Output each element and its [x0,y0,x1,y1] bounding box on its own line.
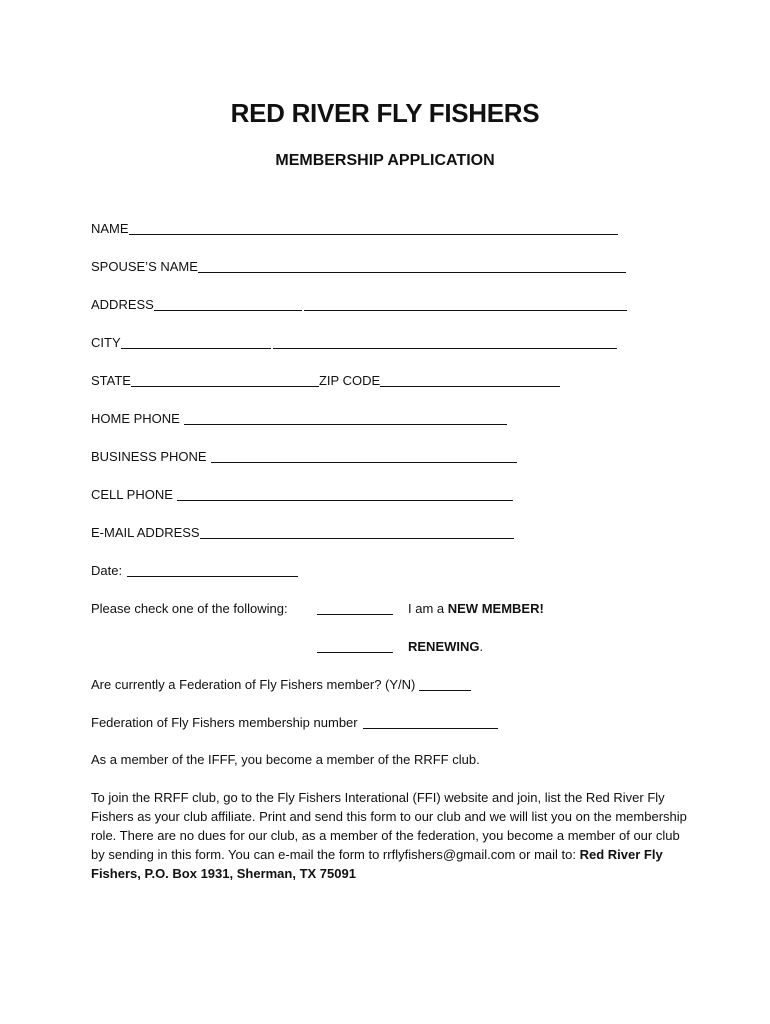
renewing-check-line[interactable] [317,638,393,653]
new-member-option [408,600,544,618]
renewing-check-row [317,638,393,656]
date-label: Date: [91,563,123,578]
state-line[interactable] [131,372,319,387]
email-line[interactable] [200,524,514,539]
state-label: STATE [91,373,131,388]
business-phone-line[interactable] [211,448,517,463]
name-label: NAME [91,221,129,236]
address-label: ADDRESS [91,297,154,312]
spouse-name-line[interactable] [198,258,626,273]
city-line-1[interactable] [121,334,271,349]
home-phone-label: HOME PHONE [91,411,180,426]
federation-member-row [91,676,471,694]
mail-address: Red River Fly Fishers, P.O. Box 1931, Sherman, TX 75091 [91,847,663,881]
zip-line[interactable] [380,372,560,387]
renewing-suffix: . [479,639,484,654]
new-member-check-line[interactable] [317,600,393,615]
name-line[interactable] [129,220,618,235]
renewing-label: RENEWING [408,639,480,654]
federation-member-question: Are currently a Federation of Fly Fishers member? (Y/N) [91,677,416,692]
new-member-check-row [317,600,393,618]
instructions-text: To join the RRFF club, go to the Fly Fishers Interational (FFI) website and join, list the Red River Fly Fishers as your club affiliate. Print and send this form to our club and we will list you on the membership role. There are no dues for our club, as a member of the federation, you become a member of our club by sending in this form. You can e-mail the form to rrflyfishers@gmail.com or mail to: [91,790,687,862]
check-prompt: Please check one of the following: [91,601,288,616]
name-row [91,220,618,238]
federation-number-row [91,714,498,732]
federation-member-answer-line[interactable] [419,676,471,691]
address-row [91,296,627,314]
email-row [91,524,514,542]
address-line-2[interactable] [304,296,627,311]
page-subtitle: MEMBERSHIP APPLICATION [275,152,495,169]
new-member-label: NEW MEMBER! [447,601,544,616]
federation-number-line[interactable] [363,714,498,729]
date-row [91,562,298,580]
address-line-1[interactable] [154,296,302,311]
cell-phone-line[interactable] [177,486,513,501]
spouse-name-row [91,258,626,276]
renewing-option [408,638,483,656]
business-phone-row [91,448,517,466]
ifff-note: As a member of the IFFF, you become a member of the RRFF club. [91,752,480,767]
spouse-name-label: SPOUSE’S NAME [91,259,198,274]
instructions-paragraph [91,788,691,883]
city-row [91,334,617,352]
email-label: E-MAIL ADDRESS [91,525,200,540]
state-zip-row [91,372,560,390]
business-phone-label: BUSINESS PHONE [91,449,207,464]
cell-phone-row [91,486,513,504]
home-phone-row [91,410,507,428]
city-label: CITY [91,335,121,350]
home-phone-line[interactable] [184,410,507,425]
zip-label: ZIP CODE [318,373,381,388]
new-member-prefix: I am a [408,601,448,616]
cell-phone-label: CELL PHONE [91,487,173,502]
city-line-2[interactable] [273,334,617,349]
page-title: RED RIVER FLY FISHERS [230,98,540,128]
date-line[interactable] [127,562,298,577]
federation-number-label: Federation of Fly Fishers membership number [91,715,358,730]
